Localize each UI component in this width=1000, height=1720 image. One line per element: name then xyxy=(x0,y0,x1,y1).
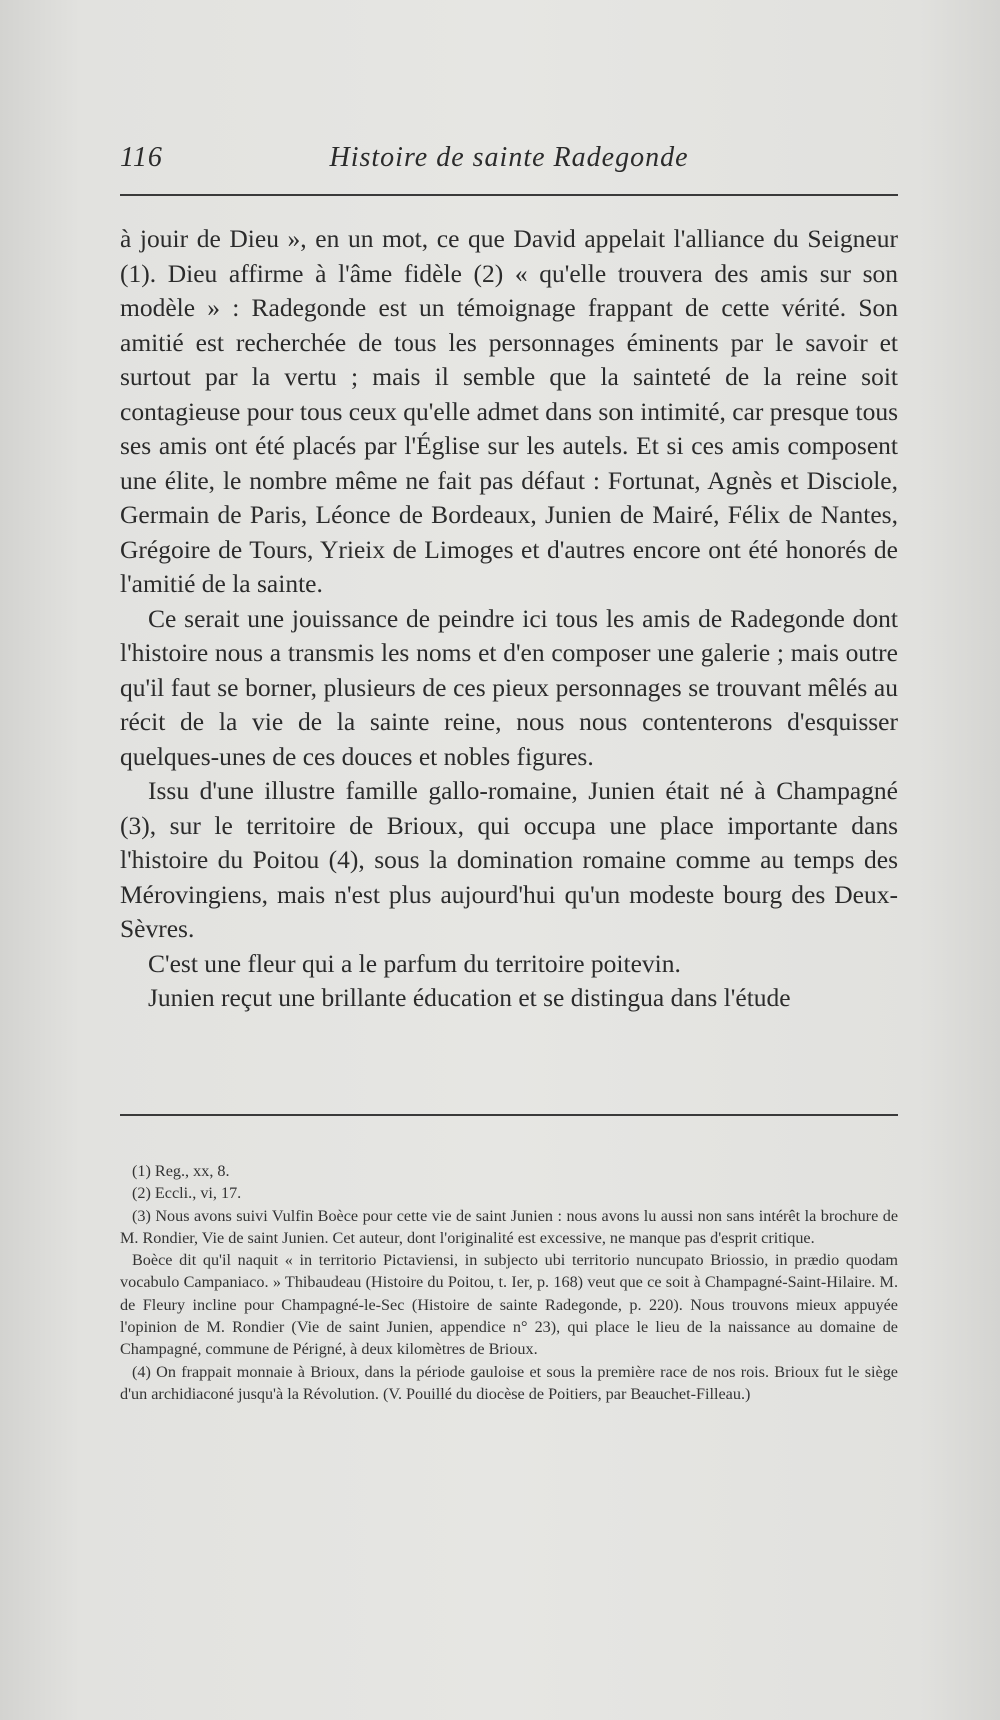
footnote: (1) Reg., xx, 8. xyxy=(132,1162,230,1180)
paragraph: à jouir de Dieu », en un mot, ce que David appelait l'alliance du Seigneur (1). Dieu affirme à l'âme fidèle (2) « qu'elle trouvera des amis sur son modèle » : Radegonde est un témoignage frappant de cette vérité. Son amitié est recherchée de tous les personnages éminents par le savoir et surtout par la vertu ; mais il semble que la sainteté de la reine soit contagieuse pour tous ceux qu'elle admet dans son intimité, car presque tous ses amis ont été placés par l'Église sur les autels. Et si ces amis composent une élite, le nombre même ne fait pas défaut : Fortunat, Agnès et Disciole, Germain de Paris, Léonce de Bordeaux, Junien de Mairé, Félix de Nantes, Grégoire de Tours, Yrieix de Limoges et d'autres encore ont été honorés de l'amitié de la sainte. xyxy=(120,224,898,598)
footnote: (3) Nous avons suivi Vulfin Boèce pour cette vie de saint Junien : nous avons lu aussi non sans intérêt la brochure de M. Rondier, Vie de saint Junien. Cet auteur, dont l'originalité est excessive, ne manque pas d'esprit critique. xyxy=(120,1206,898,1247)
main-text xyxy=(120,222,898,1016)
paragraph: C'est une fleur qui a le parfum du territoire poitevin. xyxy=(148,948,681,978)
paragraph: Ce serait une jouissance de peindre ici tous les amis de Radegonde dont l'histoire nous a transmis les noms et d'en composer une galerie ; mais outre qu'il faut se borner, plusieurs de ces pieux personnages se trouvant mêlés au récit de la vie de la sainte reine, nous nous contenterons d'esquisser quelques-unes de ces douces et nobles figures. xyxy=(120,603,898,771)
footnote-rule xyxy=(120,1114,898,1116)
footnote: Boèce dit qu'il naquit « in territorio Pictaviensi, in subjecto ubi territorio nuncupato Briossio, in prædio quodam vocabulo Campaniaco. » Thibaudeau (Histoire du Poitou, t. Ier, p. 168) veut que ce soit à Champagné-Saint-Hilaire. M. de Fleury incline pour Champagné-le-Sec (Histoire de sainte Radegonde, p. 220). Nous trouvons mieux appuyée l'opinion de M. Rondier (Vie de saint Junien, appendice n° 23), qui place le lieu de la naissance au domaine de Champagné, commune de Périgné, à deux kilomètres de Brioux. xyxy=(120,1251,898,1359)
footnote: (2) Eccli., vi, 17. xyxy=(132,1184,242,1203)
footnote: (4) On frappait monnaie à Brioux, dans la période gauloise et sous la première race de nos rois. Brioux fut le siège d'un archidiaconé jusqu'à la Révolution. (V. Pouillé du diocèse de Poitiers, par Beauchet-Filleau.) xyxy=(120,1362,898,1403)
paragraph: Issu d'une illustre famille gallo-romaine, Junien était né à Champagné (3), sur le territoire de Brioux, qui occupa une place importante dans l'histoire du Poitou (4), sous la domination romaine comme au temps des Mérovingiens, mais n'est plus aujourd'hui qu'un modeste bourg des Deux-Sèvres. xyxy=(120,776,898,943)
paragraph: Junien reçut une brillante éducation et se distingua dans l'étude xyxy=(148,983,791,1012)
running-title: Histoire de sainte Radegonde xyxy=(329,142,689,173)
footnotes xyxy=(120,1160,898,1405)
page-header xyxy=(120,142,898,182)
page-number: 116 xyxy=(120,142,163,173)
header-rule xyxy=(120,194,898,196)
